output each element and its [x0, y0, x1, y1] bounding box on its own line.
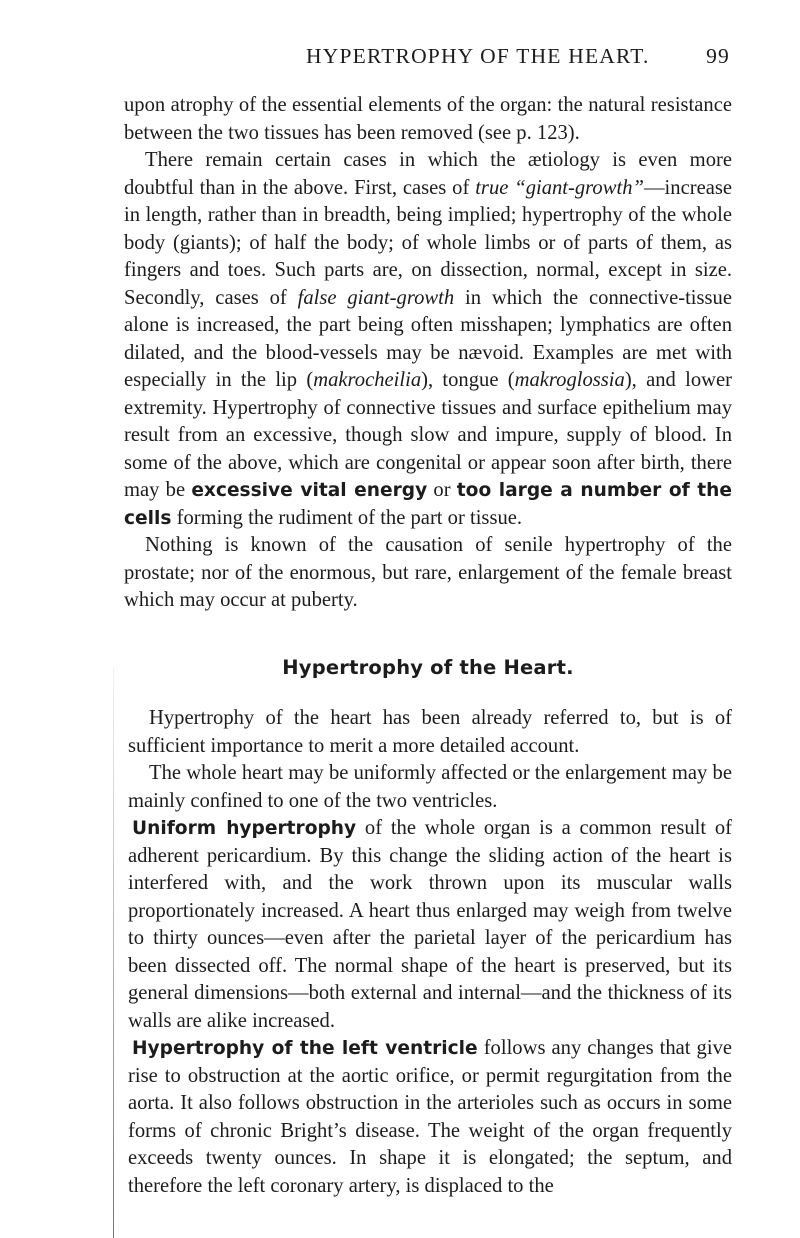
- italic-term-makrocheilia: makrocheilia: [313, 369, 422, 391]
- binding-shadow: [113, 668, 114, 1238]
- paragraph-uniform-hypertrophy: [128, 815, 732, 1035]
- text-run: ), tongue (: [421, 369, 515, 391]
- italic-term-makroglossia: makroglossia: [514, 369, 625, 391]
- bold-term-uniform-hypertrophy: Uniform hypertrophy: [132, 818, 357, 839]
- paragraph-aetiology: [124, 147, 732, 532]
- text-run: —increase in length, rather than in breadth, being implied; hypertrophy of the whole body (giants); of half the body; of whole limbs or of parts of them, as fingers and toes. Such parts are, on dissection, normal, except in size. Secondly, cases of: [124, 176, 732, 309]
- bold-phrase-number-of-cells: too large a number of the cells: [124, 480, 732, 529]
- text-run: or: [427, 479, 457, 501]
- text-run: follows any changes that give rise to obstruction at the aortic orifice, or permit regurgitation from the aorta. It also follows obstruction in the arterioles such as occurs in some forms of chronic Bright’s disease. The weight of the organ frequently exceeds twenty ounces. In shape it is elongated; the septum, and therefore the left coronary artery, is displaced to the: [128, 1037, 733, 1197]
- paragraph-senile-hypertrophy: Nothing is known of the causation of senile hypertrophy of the prostate; nor of the enormous, but rare, enlargement of the female breast which may occur at puberty.: [124, 534, 732, 611]
- running-title: HYPERTROPHY OF THE HEART.: [306, 44, 650, 68]
- text-run: in which the connective-tissue alone is increased, the part being often misshapen; lymphatics are often dilated, and the blood-vessels may be nævoid. Examples are met with especially in the lip (: [124, 286, 732, 391]
- text-run: ), and lower extremity. Hypertrophy of connective tissues and surface epithelium may result from an excessive, though slow and impure, supply of blood. In some of the above, which are congenital or appear soon after birth, there may be: [124, 369, 732, 501]
- text-run: forming the rudiment of the part or tissue.: [171, 506, 523, 529]
- paragraph-left-ventricle: [128, 1035, 732, 1200]
- bold-term-left-ventricle: Hypertrophy of the left ventricle: [132, 1038, 478, 1059]
- paragraph-intro: Hypertrophy of the heart has been already referred to, but is of sufficient importance to merit a more detailed account.: [128, 707, 732, 757]
- paragraph-whole-heart: The whole heart may be uniformly affected or the enlargement may be mainly confined to one of the two ventricles.: [128, 762, 732, 812]
- body-text: [124, 92, 732, 1200]
- section-heart: [124, 705, 732, 1200]
- italic-term-false-giant-growth: false giant-growth: [297, 286, 455, 309]
- text-run: There remain certain cases in which the ætiology is even more doubtful than in the above. First, cases of: [124, 149, 732, 199]
- bold-phrase-vital-energy: excessive vital energy: [191, 480, 428, 501]
- page-number: 99: [706, 44, 730, 68]
- text-run: of the whole organ is a common result of adherent pericardium. By this change the sliding action of the heart is interfered with, and the work thrown upon its muscular walls proportionately increased. A heart thus enlarged may weigh from twelve to thirty ounces—even after the parietal layer of the pericardium has been dissected off. The normal shape of the heart is preserved, but its general dimensions—both external and internal—and the thickness of its walls are alike increased.: [128, 817, 732, 1032]
- section-heading: Hypertrophy of the Heart.: [282, 655, 574, 679]
- paragraph-continuation: upon atrophy of the essential elements of the organ: the natural resistance between the two tissues has been removed (see p. 123).: [124, 94, 732, 144]
- italic-term-true-giant-growth: true “giant-growth”: [475, 176, 644, 199]
